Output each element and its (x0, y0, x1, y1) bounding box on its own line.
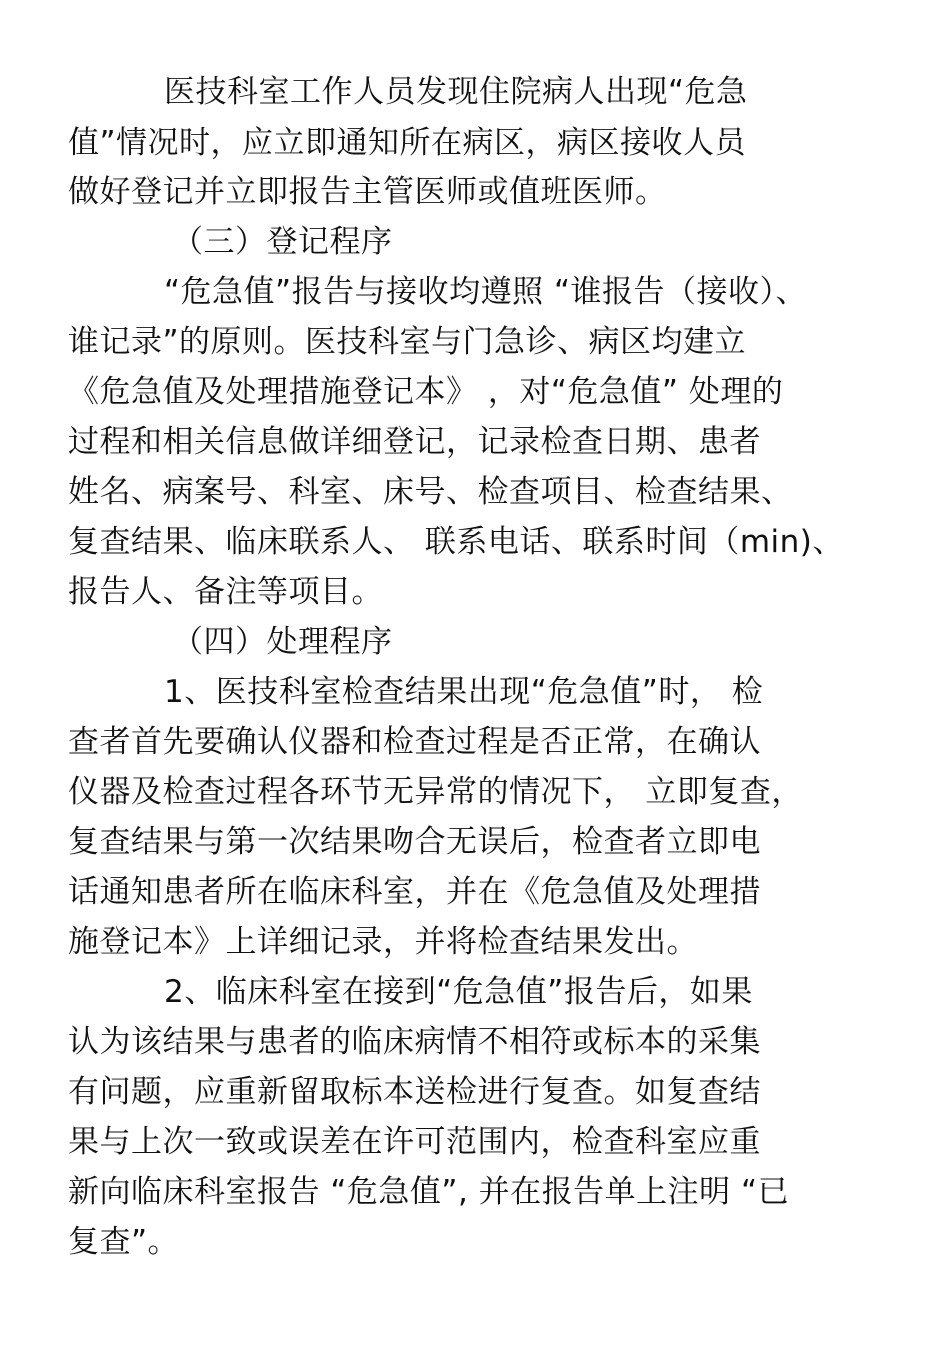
text-line: 做好登记并立即报告主管医师或值班医师。 (68, 174, 667, 210)
text-line: 仪器及检查过程各环节无异常的情况下， 立即复查， (68, 774, 803, 810)
text-line: 2、临床科室在接到“危急值”报告后，如果 (164, 974, 753, 1010)
text-line: 过程和相关信息做详细登记，记录检查日期、患者 (68, 424, 761, 460)
text-line: 1、医技科室检查结果出现“危急值”时， 检 (164, 674, 764, 710)
section-heading: （四）处理程序 (172, 624, 393, 660)
text-line: 姓名、病案号、科室、床号、检查项目、检查结果、 (68, 474, 793, 510)
text-line: 认为该结果与患者的临床病情不相符或标本的采集 (68, 1024, 761, 1060)
text-line: 值”情况时，应立即通知所在病区，病区接收人员 (68, 125, 747, 161)
text-line: 查者首先要确认仪器和检查过程是否正常，在确认 (68, 724, 761, 760)
text-line: “危急值”报告与接收均遵照 “谁报告（接收）、 (164, 274, 808, 310)
text-line: 复查结果、临床联系人、 联系电话、联系时间（min)、 (68, 524, 844, 560)
text-line: 果与上次一致或误差在许可范围内，检查科室应重 (68, 1124, 761, 1160)
text-line: 有问题，应重新留取标本送检进行复查。如复查结 (68, 1074, 761, 1110)
text-line: 报告人、备注等项目。 (68, 574, 383, 610)
text-line: 谁记录”的原则。医技科室与门急诊、病区均建立 (68, 324, 747, 360)
text-line: 施登记本》上详细记录，并将检查结果发出。 (68, 924, 698, 960)
text-line: 复查”。 (68, 1224, 180, 1260)
text-line: 《危急值及处理措施登记本》 ，对“危急值” 处理的 (68, 374, 784, 410)
section-heading: （三）登记程序 (172, 224, 393, 260)
text-line: 医技科室工作人员发现住院病人出现“危急 (164, 74, 748, 110)
text-line: 复查结果与第一次结果吻合无误后，检查者立即电 (68, 824, 761, 860)
text-line: 新向临床科室报告 “危急值”, 并在报告单上注明 “已 (68, 1174, 790, 1210)
text-line: 话通知患者所在临床科室，并在《危急值及处理措 (68, 874, 761, 910)
